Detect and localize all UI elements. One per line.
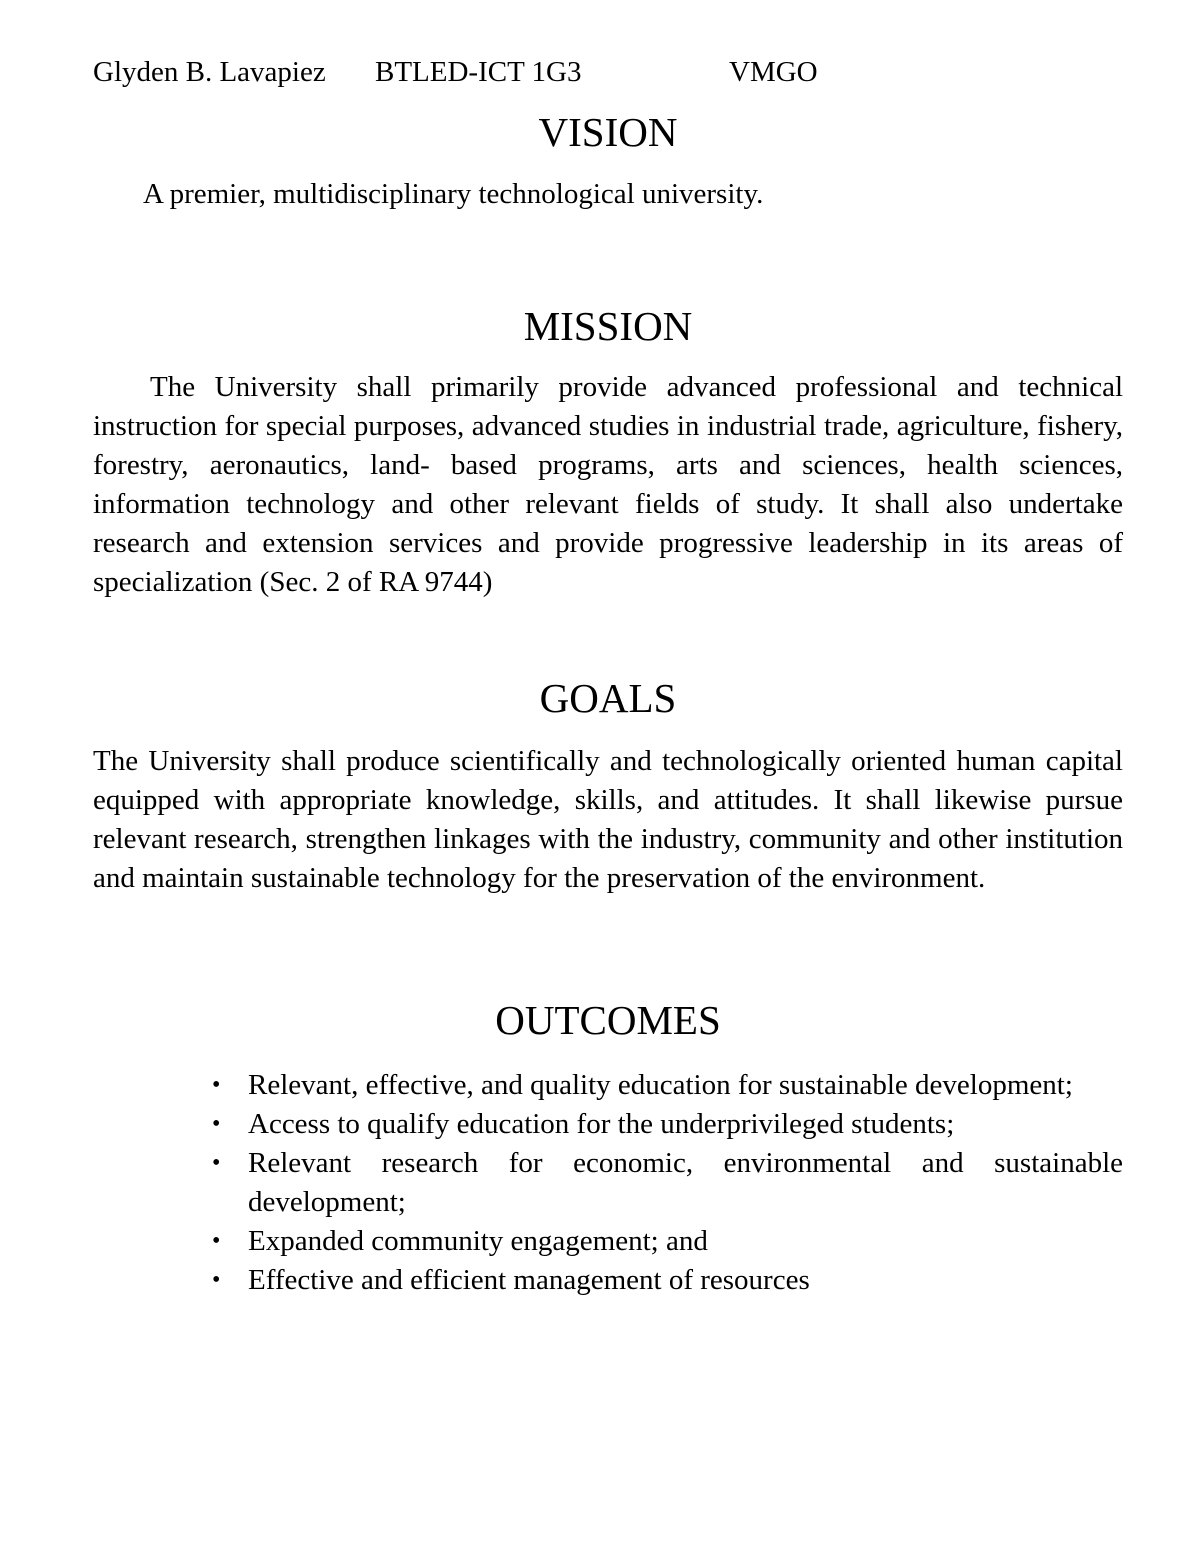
bullet-icon: • xyxy=(212,1150,221,1176)
mission-heading: MISSION xyxy=(523,303,693,349)
outcome-text: Relevant, effective, and quality education for sustainable development; xyxy=(248,1069,1073,1101)
outcome-item xyxy=(212,1105,1123,1144)
document-label: VMGO xyxy=(729,56,818,88)
outcome-text: Expanded community engagement; and xyxy=(248,1225,708,1257)
outcome-text: Effective and efficient management of resources xyxy=(248,1264,810,1296)
course-section: BTLED-ICT 1G3 xyxy=(375,56,582,88)
mission-statement: The University shall primarily provide advanced professional and technical instruction for special purposes, advanced studies in industrial trade, agriculture, fishery, forestry, aeronautics, land- based programs, arts and sciences, health sciences, information technology and other relevant fields of study. It shall also undertake research and extension services and provide progressive leadership in its areas of specialization (Sec. 2 of RA 9744) xyxy=(93,371,1123,598)
outcomes-list xyxy=(212,1066,1123,1300)
bullet-icon: • xyxy=(212,1111,221,1137)
bullet-icon: • xyxy=(212,1228,221,1254)
bullet-icon: • xyxy=(212,1267,221,1293)
outcome-item xyxy=(212,1261,1123,1300)
goals-statement: The University shall produce scientifically and technologically oriented human capital equipped with appropriate knowledge, skills, and attitudes. It shall likewise pursue relevant research, strengthen linkages with the industry, community and other institution and maintain sustainable technology for the preservation of the environment. xyxy=(93,745,1123,894)
outcomes-heading: OUTCOMES xyxy=(495,997,721,1043)
goals-heading: GOALS xyxy=(539,675,677,721)
outcome-text: Relevant research for economic, environmental and sustainable development; xyxy=(248,1147,1123,1218)
outcome-item xyxy=(212,1144,1123,1222)
outcome-item xyxy=(212,1066,1123,1105)
outcome-text: Access to qualify education for the underprivileged students; xyxy=(248,1108,955,1140)
vision-heading: VISION xyxy=(538,109,678,155)
student-name: Glyden B. Lavapiez xyxy=(93,56,326,88)
outcome-item xyxy=(212,1222,1123,1261)
bullet-icon: • xyxy=(212,1072,221,1098)
vision-statement: A premier, multidisciplinary technological university. xyxy=(143,178,764,210)
